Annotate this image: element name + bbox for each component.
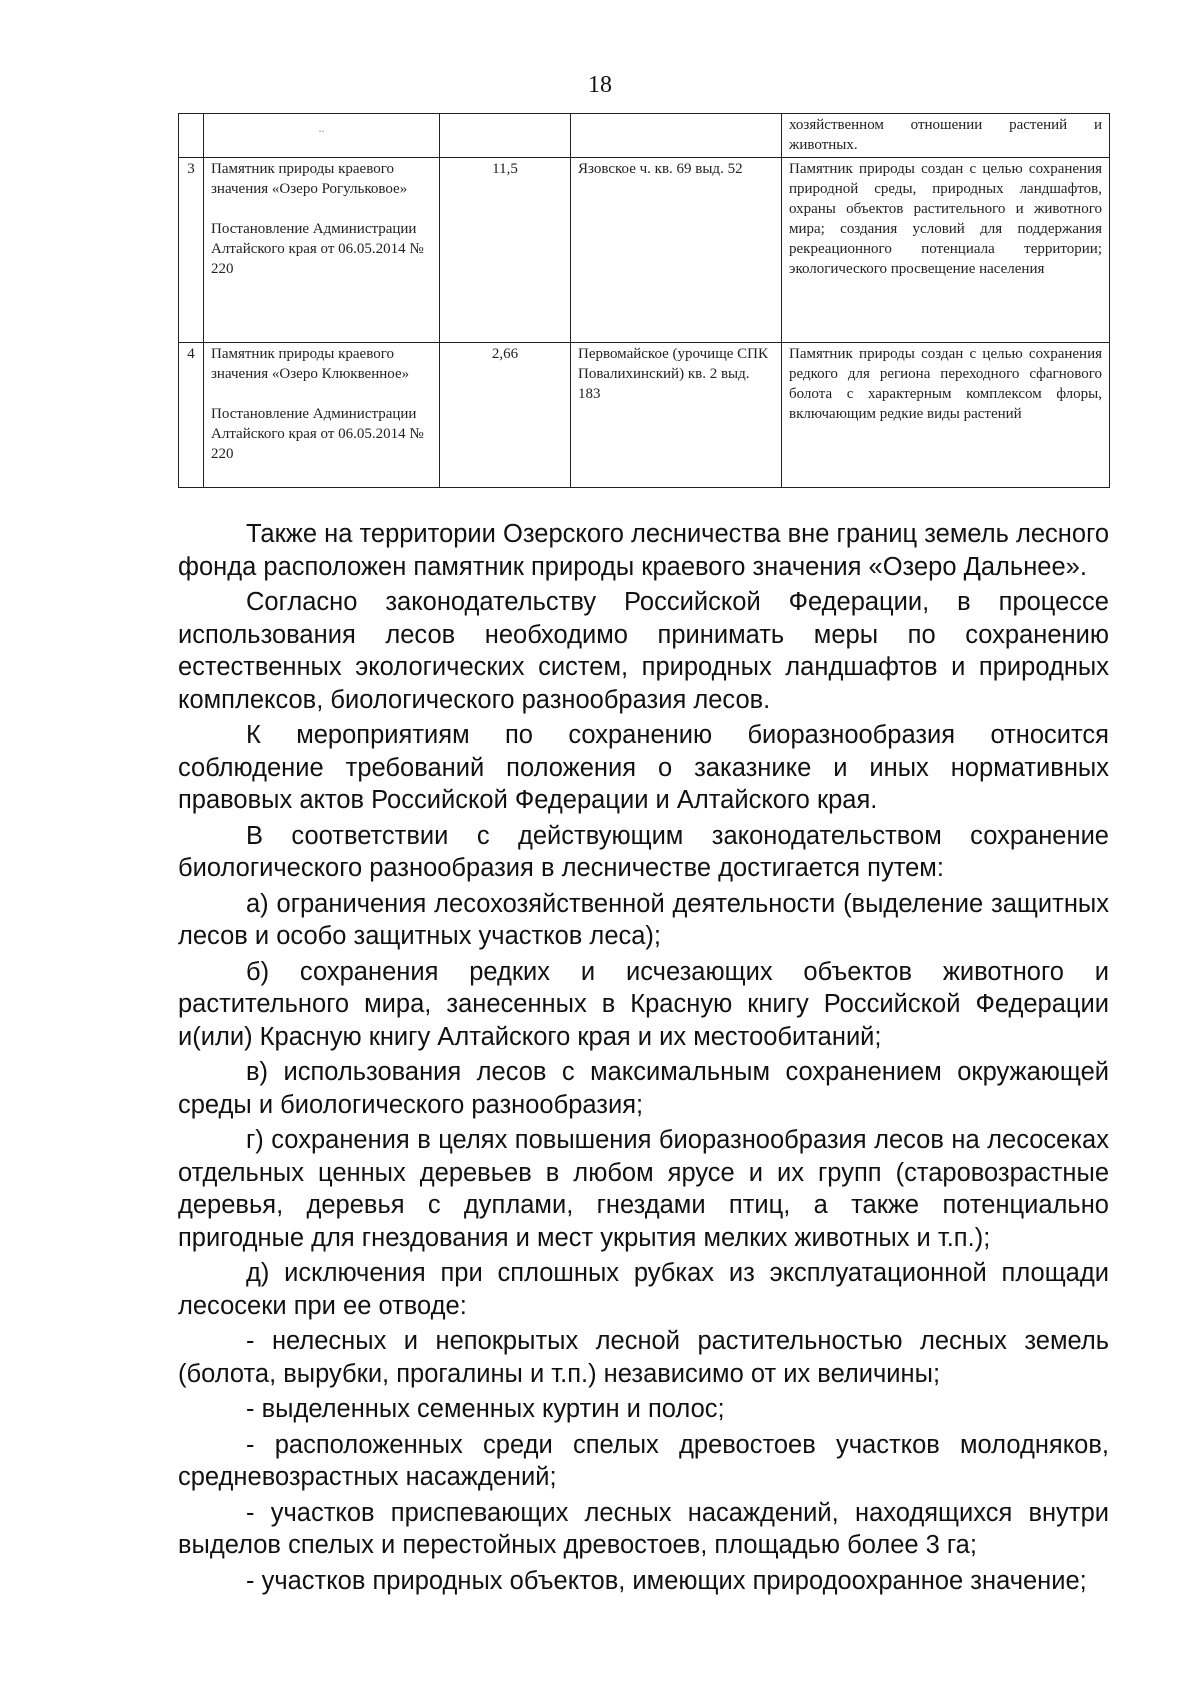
- list-item: б) сохранения редких и исчезающих объектов животного и растительного мира, занесенных в Красную книгу Российской Федерации и(или) Красную книгу Алтайского края и их местообитаний;: [178, 957, 1109, 1051]
- cell-location: Язовское ч. кв. 69 выд. 52: [571, 158, 782, 343]
- legal-act: Постановление Администрации Алтайского края от 06.05.2014 № 220: [211, 406, 424, 462]
- paragraph: В соответствии с действующим законодательством сохранение биологического разнообразия в лесничестве достигается путем:: [178, 821, 1109, 882]
- list-item: - участков приспевающих лесных насаждений, находящихся внутри выделов спелых и перестойных древостоев, площадью более 3 га;: [178, 1498, 1109, 1559]
- cell-purpose: Памятник природы создан с целью сохранения природной среды, природных ландшафтов, охраны объектов растительного и животного мира; создания условий для поддержания рекреационного потенциала территории; экологического просвещение населения: [782, 158, 1110, 343]
- cell-number: 3: [179, 158, 204, 343]
- cell-name: [204, 114, 440, 158]
- list-item: - нелесных и непокрытых лесной растительностью лесных земель (болота, вырубки, прогалины и т.п.) независимо от их величины;: [178, 1327, 1109, 1388]
- list-item: г) сохранения в целях повышения биоразнообразия лесов на лесосеках отдельных ценных деревьев в любом ярусе и их групп (старовозрастные деревья, деревья с дуплами, гнездами птиц, а также потенциально пригодные для гнездования и мест укрытия мелких животных и т.п.);: [178, 1126, 1109, 1252]
- paragraph: К мероприятиям по сохранению биоразнообразия относится соблюдение требований положения о заказнике и иных нормативных правовых актов Российской Федерации и Алтайского края.: [178, 721, 1109, 814]
- cell-location: Первомайское (урочище СПК Повалихинский) кв. 2 выд. 183: [571, 343, 782, 488]
- cell-number: 4: [179, 343, 204, 488]
- protected-areas-table: [178, 113, 1110, 488]
- cell-name: [204, 343, 440, 488]
- monument-name: Памятник природы краевого значения «Озеро Рогульковое»: [211, 161, 408, 197]
- monument-name: Памятник природы краевого значения «Озеро Клюквенное»: [211, 346, 410, 382]
- paragraph: Также на территории Озерского лесничества вне границ земель лесного фонда расположен памятник природы краевого значения «Озеро Дальнее».: [178, 520, 1109, 581]
- cell-number: [179, 114, 204, 158]
- list-item: - участков природных объектов, имеющих природоохранное значение;: [246, 1566, 1087, 1595]
- page-number: 18: [588, 72, 612, 98]
- legal-act: Постановление Администрации Алтайского края от 06.05.2014 № 220: [211, 221, 424, 277]
- cell-name: [204, 158, 440, 343]
- cell-purpose: Памятник природы создан с целью сохранения редкого для региона переходного сфагнового болота с характерным комплексом флоры, включающим редкие виды растений: [782, 343, 1110, 488]
- cell-area: 11,5: [440, 158, 571, 343]
- cell-location: [571, 114, 782, 158]
- cell-area: 2,66: [440, 343, 571, 488]
- list-item: а) ограничения лесохозяйственной деятельности (выделение защитных лесов и особо защитных участков леса);: [178, 889, 1109, 950]
- table-row: [179, 343, 1110, 488]
- list-item: в) использования лесов с максимальным сохранением окружающей среды и биологического разнообразия;: [178, 1058, 1109, 1119]
- list-item: д) исключения при сплошных рубках из эксплуатационной площади лесосеки при ее отводе:: [178, 1259, 1109, 1320]
- body-text: [178, 518, 1109, 1597]
- cell-name-mark: ..: [318, 121, 325, 135]
- list-item: - выделенных семенных куртин и полос;: [246, 1395, 725, 1423]
- paragraph: Согласно законодательству Российской Федерации, в процессе использования лесов необходимо принимать меры по сохранению естественных экологических систем, природных ландшафтов и природных комплексов, биологического разнообразия лесов.: [178, 588, 1109, 714]
- list-item: - расположенных среди спелых древостоев участков молодняков, средневозрастных насаждений;: [178, 1430, 1109, 1491]
- cell-area: [440, 114, 571, 158]
- cell-purpose: хозяйственном отношении растений и животных.: [782, 114, 1110, 158]
- table-row: [179, 114, 1110, 158]
- table-row: [179, 158, 1110, 343]
